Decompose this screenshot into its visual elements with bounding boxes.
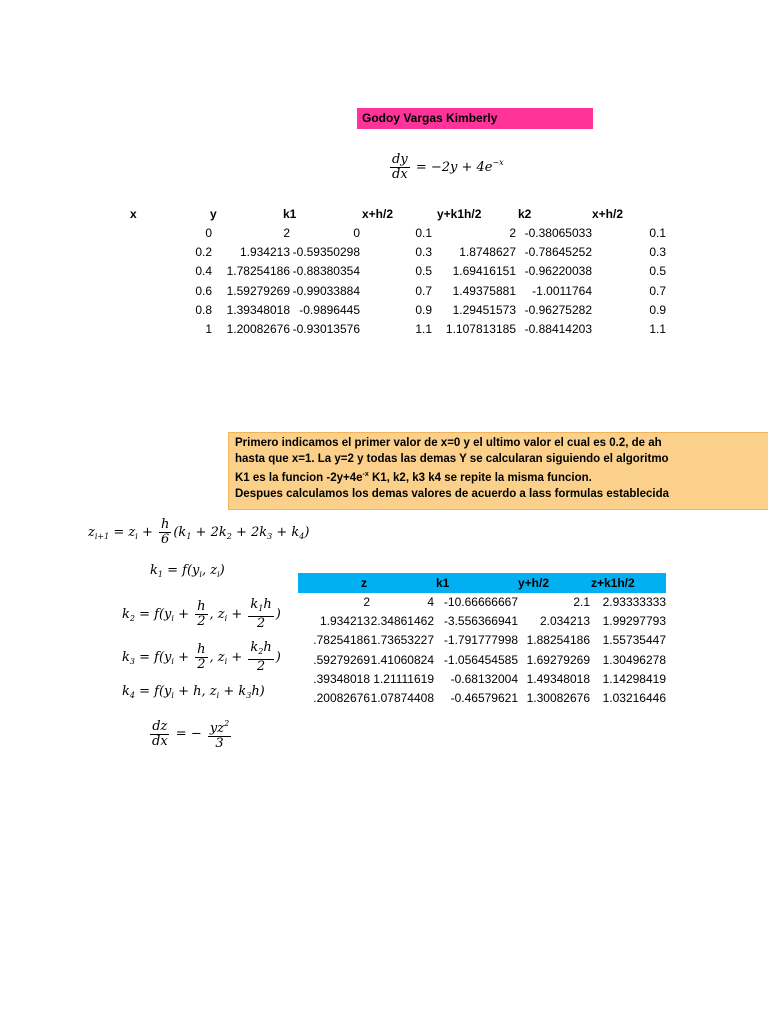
note-line-3-b: K1, k2, k3 k4 se repite la misma funcion.: [368, 472, 592, 484]
table2-cell: 2.34861462: [370, 614, 434, 629]
h-over-6: [159, 518, 171, 547]
k1h-h: h: [263, 597, 272, 612]
k2h-sub: 2: [258, 647, 264, 656]
k4-k3-sub: 3: [246, 691, 252, 700]
table1-cell: 0.1: [649, 226, 666, 240]
formula-k1: [150, 563, 225, 579]
table1-cell: 0.3: [649, 245, 666, 260]
k1-z: , z: [201, 563, 218, 578]
table1-header-cell: x+h/2: [592, 207, 624, 221]
k4-f: = f(y: [139, 684, 172, 699]
k2h-num: [248, 641, 273, 660]
table1-cell: 1: [205, 322, 212, 336]
yz2-num: [208, 717, 231, 737]
table2-cell: 1.55735447: [602, 633, 666, 648]
k4-k: + k: [223, 684, 247, 699]
table1-cell: 1.78254186: [226, 264, 290, 279]
dy-dx-fraction: [390, 153, 410, 182]
table1-header-cell: y+k1h/2: [437, 207, 482, 221]
k1-zi-sub: i: [217, 570, 220, 579]
table1-header-cell: x: [130, 207, 137, 221]
table2-cell: 2.1: [573, 595, 590, 609]
k2h-2: 2: [256, 659, 266, 674]
h-num: h: [160, 517, 170, 532]
author-name-banner: Godoy Vargas Kimberly: [357, 108, 593, 129]
table1-cell: 0.4: [195, 264, 212, 279]
table1-cell: 0.7: [415, 283, 432, 298]
table2-cell: 1.07874408: [370, 691, 434, 705]
table1-cell: -0.88380354: [292, 264, 360, 279]
table1-cell: 1.69416151: [452, 264, 516, 279]
k2-sub: 2: [129, 614, 135, 623]
table2-cell: .78254186: [313, 633, 370, 648]
yz-exp: 2: [224, 719, 230, 728]
table1-header-cell: k1: [283, 207, 297, 221]
k1-close: ): [219, 563, 225, 578]
table2-cell: 1.99297793: [602, 614, 666, 629]
table2-cell: -1.791777998: [443, 633, 518, 648]
table1-cell: 1.20082676: [226, 322, 290, 336]
table2-cell: .59279269: [313, 652, 370, 667]
plus-sign: +: [141, 525, 153, 540]
k3-f: = f(y: [139, 650, 172, 665]
plus-2k-b: + 2k: [235, 525, 268, 540]
k1-sub: 1: [157, 570, 163, 579]
table2-cell: 1.03216446: [602, 691, 666, 705]
table1-cell: 0.5: [649, 264, 666, 279]
table1-cell: -0.59350298: [292, 245, 360, 260]
k3-sub: 3: [129, 657, 135, 666]
table2-cell: 1.30082676: [526, 691, 590, 705]
dz-dx-fraction: [150, 720, 170, 749]
table2-cell: 2.93333333: [602, 595, 666, 609]
k1h-k: k: [250, 597, 259, 612]
table1-cell: -0.78645252: [524, 245, 592, 260]
six-den: 6: [161, 532, 170, 547]
table1-cell: 2: [283, 226, 290, 240]
table1-cell: 0.9: [649, 302, 666, 317]
table1-header-cell: y: [210, 207, 217, 221]
table1-cell: 1.29451573: [452, 302, 516, 317]
table1-cell: 1.1: [649, 322, 666, 336]
z-rhs: = z: [113, 525, 136, 540]
table1-cell: -0.88414203: [524, 322, 592, 336]
k3-yi-sub: i: [171, 657, 174, 666]
plus-k: + k: [276, 525, 300, 540]
k3-zi-sub: i: [224, 657, 228, 666]
table2-header-cell: z+k1h/2: [591, 576, 635, 590]
k3-plus-b: +: [231, 650, 243, 665]
formula-k4: [122, 684, 265, 700]
k1h-sub: 1: [258, 604, 264, 613]
sub-4: 4: [299, 532, 305, 541]
dx-den: dx: [152, 733, 168, 749]
yz-text: yz: [209, 721, 225, 736]
table2-cell: 2: [363, 595, 370, 609]
note-line-3-a: K1 es la funcion -2y+4e: [235, 472, 363, 484]
k1h-over-2: [248, 598, 273, 631]
note-line-2: hasta que x=1. La y=2 y todas las demas Y se calcularan siguiendo el algoritmo: [235, 452, 669, 465]
formula-dz-dx: [148, 717, 233, 751]
k2-2: 2: [197, 614, 206, 629]
k1-f: = f(y: [167, 563, 200, 578]
table2-cell: .39348018: [313, 671, 370, 686]
k3-h: h: [197, 642, 206, 657]
table2-cell: -0.46579621: [450, 691, 518, 705]
k2-close: ): [275, 607, 281, 622]
table1-cell: -0.9896445: [299, 302, 360, 317]
k4-close: h): [251, 684, 265, 699]
k3-close: ): [275, 650, 281, 665]
dz-num: dz: [152, 718, 168, 734]
table1-cell: 0.3: [415, 245, 432, 260]
k2-zi-sub: i: [224, 614, 228, 623]
explanation-note: [228, 432, 768, 510]
paren-k: (k: [173, 525, 187, 540]
table2-cell: -0.68132004: [450, 671, 518, 686]
table2-cell: 1.30496278: [602, 652, 666, 667]
yz2-over-3: [208, 717, 231, 751]
k1h-num: [248, 598, 273, 617]
table2-cell: 1.21111619: [373, 671, 434, 686]
table1-header-cell: k2: [518, 207, 532, 221]
k4-sym: k: [122, 684, 130, 699]
equation-exponent: −x: [492, 158, 504, 167]
k1h-2: 2: [256, 616, 266, 631]
three-den: 3: [215, 736, 224, 751]
formula-k2: [122, 598, 281, 631]
k4-zi-sub: i: [216, 691, 220, 700]
k4-yi-sub: i: [171, 691, 174, 700]
table2-cell: -1.056454585: [443, 652, 518, 667]
plus-2k: + 2k: [195, 525, 227, 540]
table1-cell: 0: [353, 226, 360, 240]
formula-k3: [122, 641, 281, 674]
table1-cell: 0.7: [649, 283, 666, 298]
k3-sym: k: [122, 650, 130, 665]
table2-cell: 1.69279269: [526, 652, 590, 667]
table2-cell: -10.66666667: [443, 595, 518, 609]
k2-h: h: [197, 599, 206, 614]
k2-h-over-2: [195, 600, 207, 629]
k3-z: , z: [209, 650, 225, 665]
note-line-3: [235, 467, 768, 487]
table2-cell: 1.934213: [319, 614, 370, 629]
k3-h-over-2: [195, 643, 207, 672]
k4-sub: 4: [129, 691, 135, 700]
k2-sym: k: [122, 607, 130, 622]
formula-z-next: [88, 518, 309, 547]
table1-cell: -0.96275282: [524, 302, 592, 317]
table2-cell: 1.88254186: [526, 633, 590, 648]
paren-close: ): [304, 525, 310, 540]
note-line-3-sup: -x: [362, 471, 369, 478]
table2-cell: .20082676: [313, 691, 370, 705]
dz-rhs: = −: [175, 726, 202, 742]
equation-rhs: = −2y + 4e: [415, 160, 493, 175]
table1-cell: 1.39348018: [226, 302, 290, 317]
table1-cell: 1.1: [415, 322, 432, 336]
k2-plus-b: +: [231, 607, 243, 622]
table2-header-cell: k1: [436, 576, 450, 590]
sub-2: 2: [226, 532, 232, 541]
dy-numerator: dy: [392, 152, 408, 167]
table1-cell: -0.38065033: [524, 226, 592, 240]
table2-cell: 1.14298419: [602, 671, 666, 686]
table1-cell: 0.2: [195, 245, 212, 260]
table2-cell: 1.49348018: [526, 671, 590, 686]
z-sub: i+1: [94, 532, 110, 541]
top-equation: [388, 153, 504, 182]
sub-1: 1: [186, 532, 192, 541]
z-rhs-sub: i: [135, 532, 138, 541]
table1-cell: -0.96220038: [524, 264, 592, 279]
table1-cell: 0.9: [415, 302, 432, 317]
sub-3: 3: [267, 532, 273, 541]
table1-cell: 1.49375881: [452, 283, 516, 298]
table1-cell: 0: [205, 226, 212, 240]
table2-cell: 1.41060824: [370, 652, 434, 667]
table1-cell: 1.107813185: [445, 322, 516, 336]
k2-yi-sub: i: [171, 614, 174, 623]
dx-denominator: dx: [392, 167, 408, 182]
k2h-h: h: [263, 640, 272, 655]
note-line-1: Primero indicamos el primer valor de x=0 y el ultimo valor el cual es 0.2, de ah: [235, 437, 662, 449]
k1-sym: k: [150, 563, 158, 578]
table1-cell: 0.6: [195, 283, 212, 298]
table1-header-cell: x+h/2: [362, 207, 394, 221]
z-symbol: z: [88, 525, 95, 540]
k3-2: 2: [197, 657, 206, 672]
table1-cell: 1.8748627: [459, 245, 516, 260]
table2-header-cell: z: [361, 576, 367, 590]
table2-cell: 1.73653227: [370, 633, 434, 648]
table2-cell: 4: [427, 595, 434, 609]
table2-header-cell: y+h/2: [518, 576, 550, 590]
k2-z: , z: [209, 607, 225, 622]
table1-cell: 1.59279269: [226, 283, 290, 298]
table1-cell: 0.8: [195, 302, 212, 317]
table1-cell: 0.5: [415, 264, 432, 279]
table1-cell: 2: [509, 226, 516, 240]
k3-plus: +: [178, 650, 189, 665]
k4-z: + h, z: [178, 684, 217, 699]
k2-plus: +: [178, 607, 189, 622]
table1-cell: 1.934213: [239, 245, 290, 260]
k2h-k: k: [250, 640, 259, 655]
k2-f: = f(y: [139, 607, 172, 622]
k2h-over-2: [248, 641, 273, 674]
table1-cell: 0.1: [415, 226, 432, 240]
table1-cell: -1.0011764: [532, 283, 592, 298]
table2-cell: -3.556366941: [443, 614, 518, 629]
table2-cell: 2.034213: [539, 614, 590, 629]
table1-cell: -0.99033884: [292, 283, 360, 298]
k1-yi-sub: i: [199, 570, 202, 579]
table1-cell: -0.93013576: [292, 322, 360, 336]
note-line-4: Despues calculamos los demas valores de acuerdo a lass formulas establecida: [235, 487, 670, 500]
